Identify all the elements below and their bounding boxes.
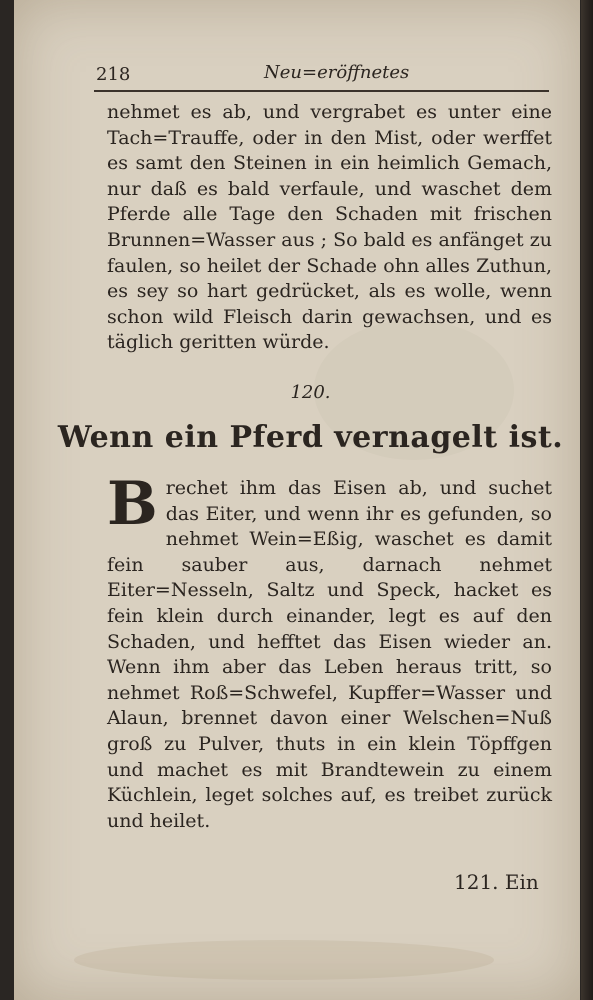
- catchword: 121. Ein: [454, 870, 539, 894]
- running-head: Neu=eröffnetes: [264, 62, 410, 83]
- page-header: [94, 60, 549, 90]
- paragraph-body: rechet ihm das Eisen ab, und suchet das Eiter, und wenn ihr es gefunden, so nehmet Wein=Eßig, waschet es damit fein sauber aus, darnach nehmet Eiter=Nesseln, Saltz und Speck, hacket es fein klein durch einander, legt es auf den Schaden, und hefftet das Eisen wieder an. Wenn ihm aber das Leben heraus tritt, so nehmet Roß=Schwefel, Kupffer=Wasser und Alaun, brennet davon einer Welschen=Nuß groß zu Pulver, thuts in ein klein Töpffgen und machet es mit Brandtewein zu einem Küchlein, leget solches auf, es treibet zurück und heilet.: [107, 477, 552, 832]
- page-number: 218: [96, 64, 131, 85]
- section-number: 120.: [290, 382, 331, 403]
- drop-cap: B: [107, 469, 158, 539]
- book-spine: [581, 0, 593, 1000]
- header-rule: [94, 90, 549, 92]
- paper-stain: [74, 940, 494, 980]
- paragraph-continued: nehmet es ab, und vergrabet es unter eine Tach=Trauffe, oder in den Mist, oder werffet es samt den Steinen in ein heimlich Gemach, nur daß es bald verfaule, und waschet dem Pferde alle Tage den Schaden mit frischen Brunnen=Wasser aus ; So bald es anfänget zu faulen, so heilet der Schade ohn alles Zuthun, es sey so hart gedrücket, als es wolle, wenn schon wild Fleisch darin gewachsen, und es täglich geritten würde.: [107, 101, 552, 354]
- book-page: [14, 0, 580, 1000]
- section-heading: Wenn ein Pferd vernagelt ist.: [57, 420, 564, 455]
- paragraph-section-120: [107, 469, 552, 834]
